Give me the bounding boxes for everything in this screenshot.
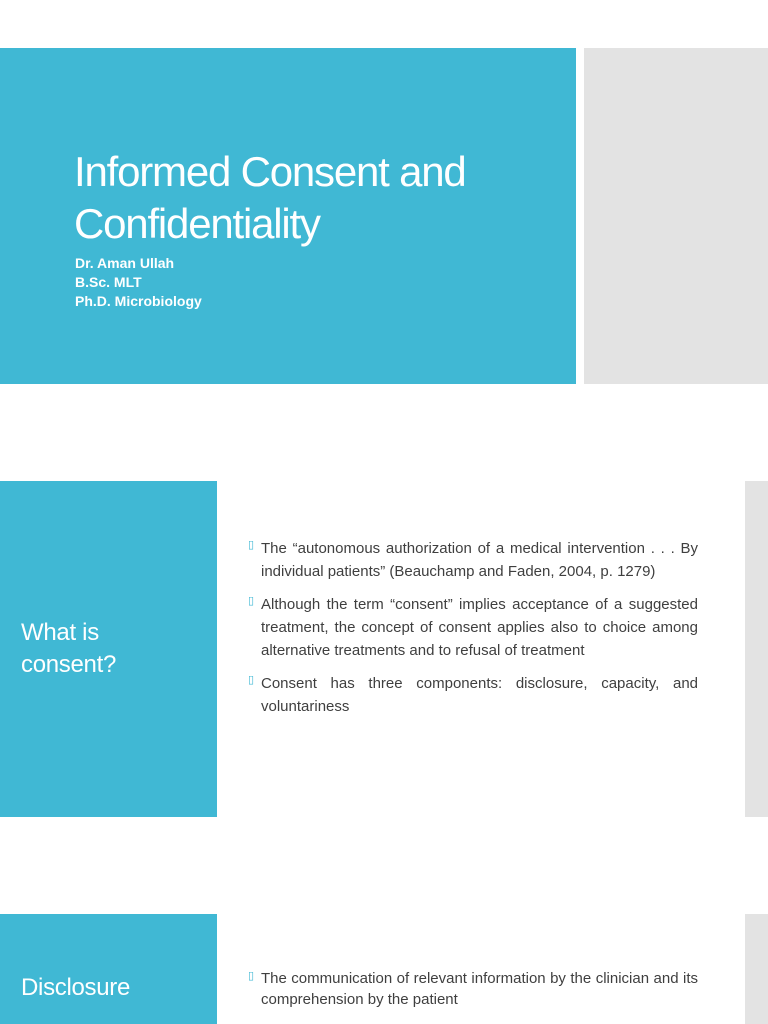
slide2-bullet-list xyxy=(248,537,698,728)
author-doctorate: Ph.D. Microbiology xyxy=(75,293,202,309)
slide1-title: Informed Consent and Confidentiality xyxy=(74,148,466,247)
bullet-text: The “autonomous authorization of a medical intervention . . . By individual patients” (Beauchamp and Faden, 2004, p. 1279) xyxy=(261,540,698,580)
slide2-edge-panel xyxy=(745,481,768,817)
slide3-heading: Disclosure xyxy=(21,974,131,1001)
list-item xyxy=(248,537,698,583)
bullet-marker-icon: ▯ xyxy=(248,539,255,551)
slide1-side-panel xyxy=(584,48,768,384)
list-item xyxy=(248,672,698,718)
bullet-text: The communication of relevant information by the clinician and its comprehension by the patient xyxy=(261,970,698,1008)
bullet-marker-icon: ▯ xyxy=(248,674,255,686)
list-item xyxy=(248,968,698,1010)
bullet-text: Although the term “consent” implies acceptance of a suggested treatment, the concept of consent applies also to choice among alternative treatments and to refusal of treatment xyxy=(261,596,698,659)
slide1-author-block xyxy=(75,254,202,311)
author-degree: B.Sc. MLT xyxy=(75,274,142,290)
bullet-marker-icon: ▯ xyxy=(248,970,255,982)
list-item xyxy=(248,593,698,662)
author-name: Dr. Aman Ullah xyxy=(75,255,175,271)
slide3-edge-panel xyxy=(745,914,768,1024)
slide3-bullet-list xyxy=(248,968,698,1020)
slide2-heading: What is consent? xyxy=(21,619,117,678)
bullet-marker-icon: ▯ xyxy=(248,595,255,607)
slide3-heading-panel xyxy=(0,914,217,1024)
bullet-text: Consent has three components: disclosure, capacity, and voluntariness xyxy=(261,675,698,715)
